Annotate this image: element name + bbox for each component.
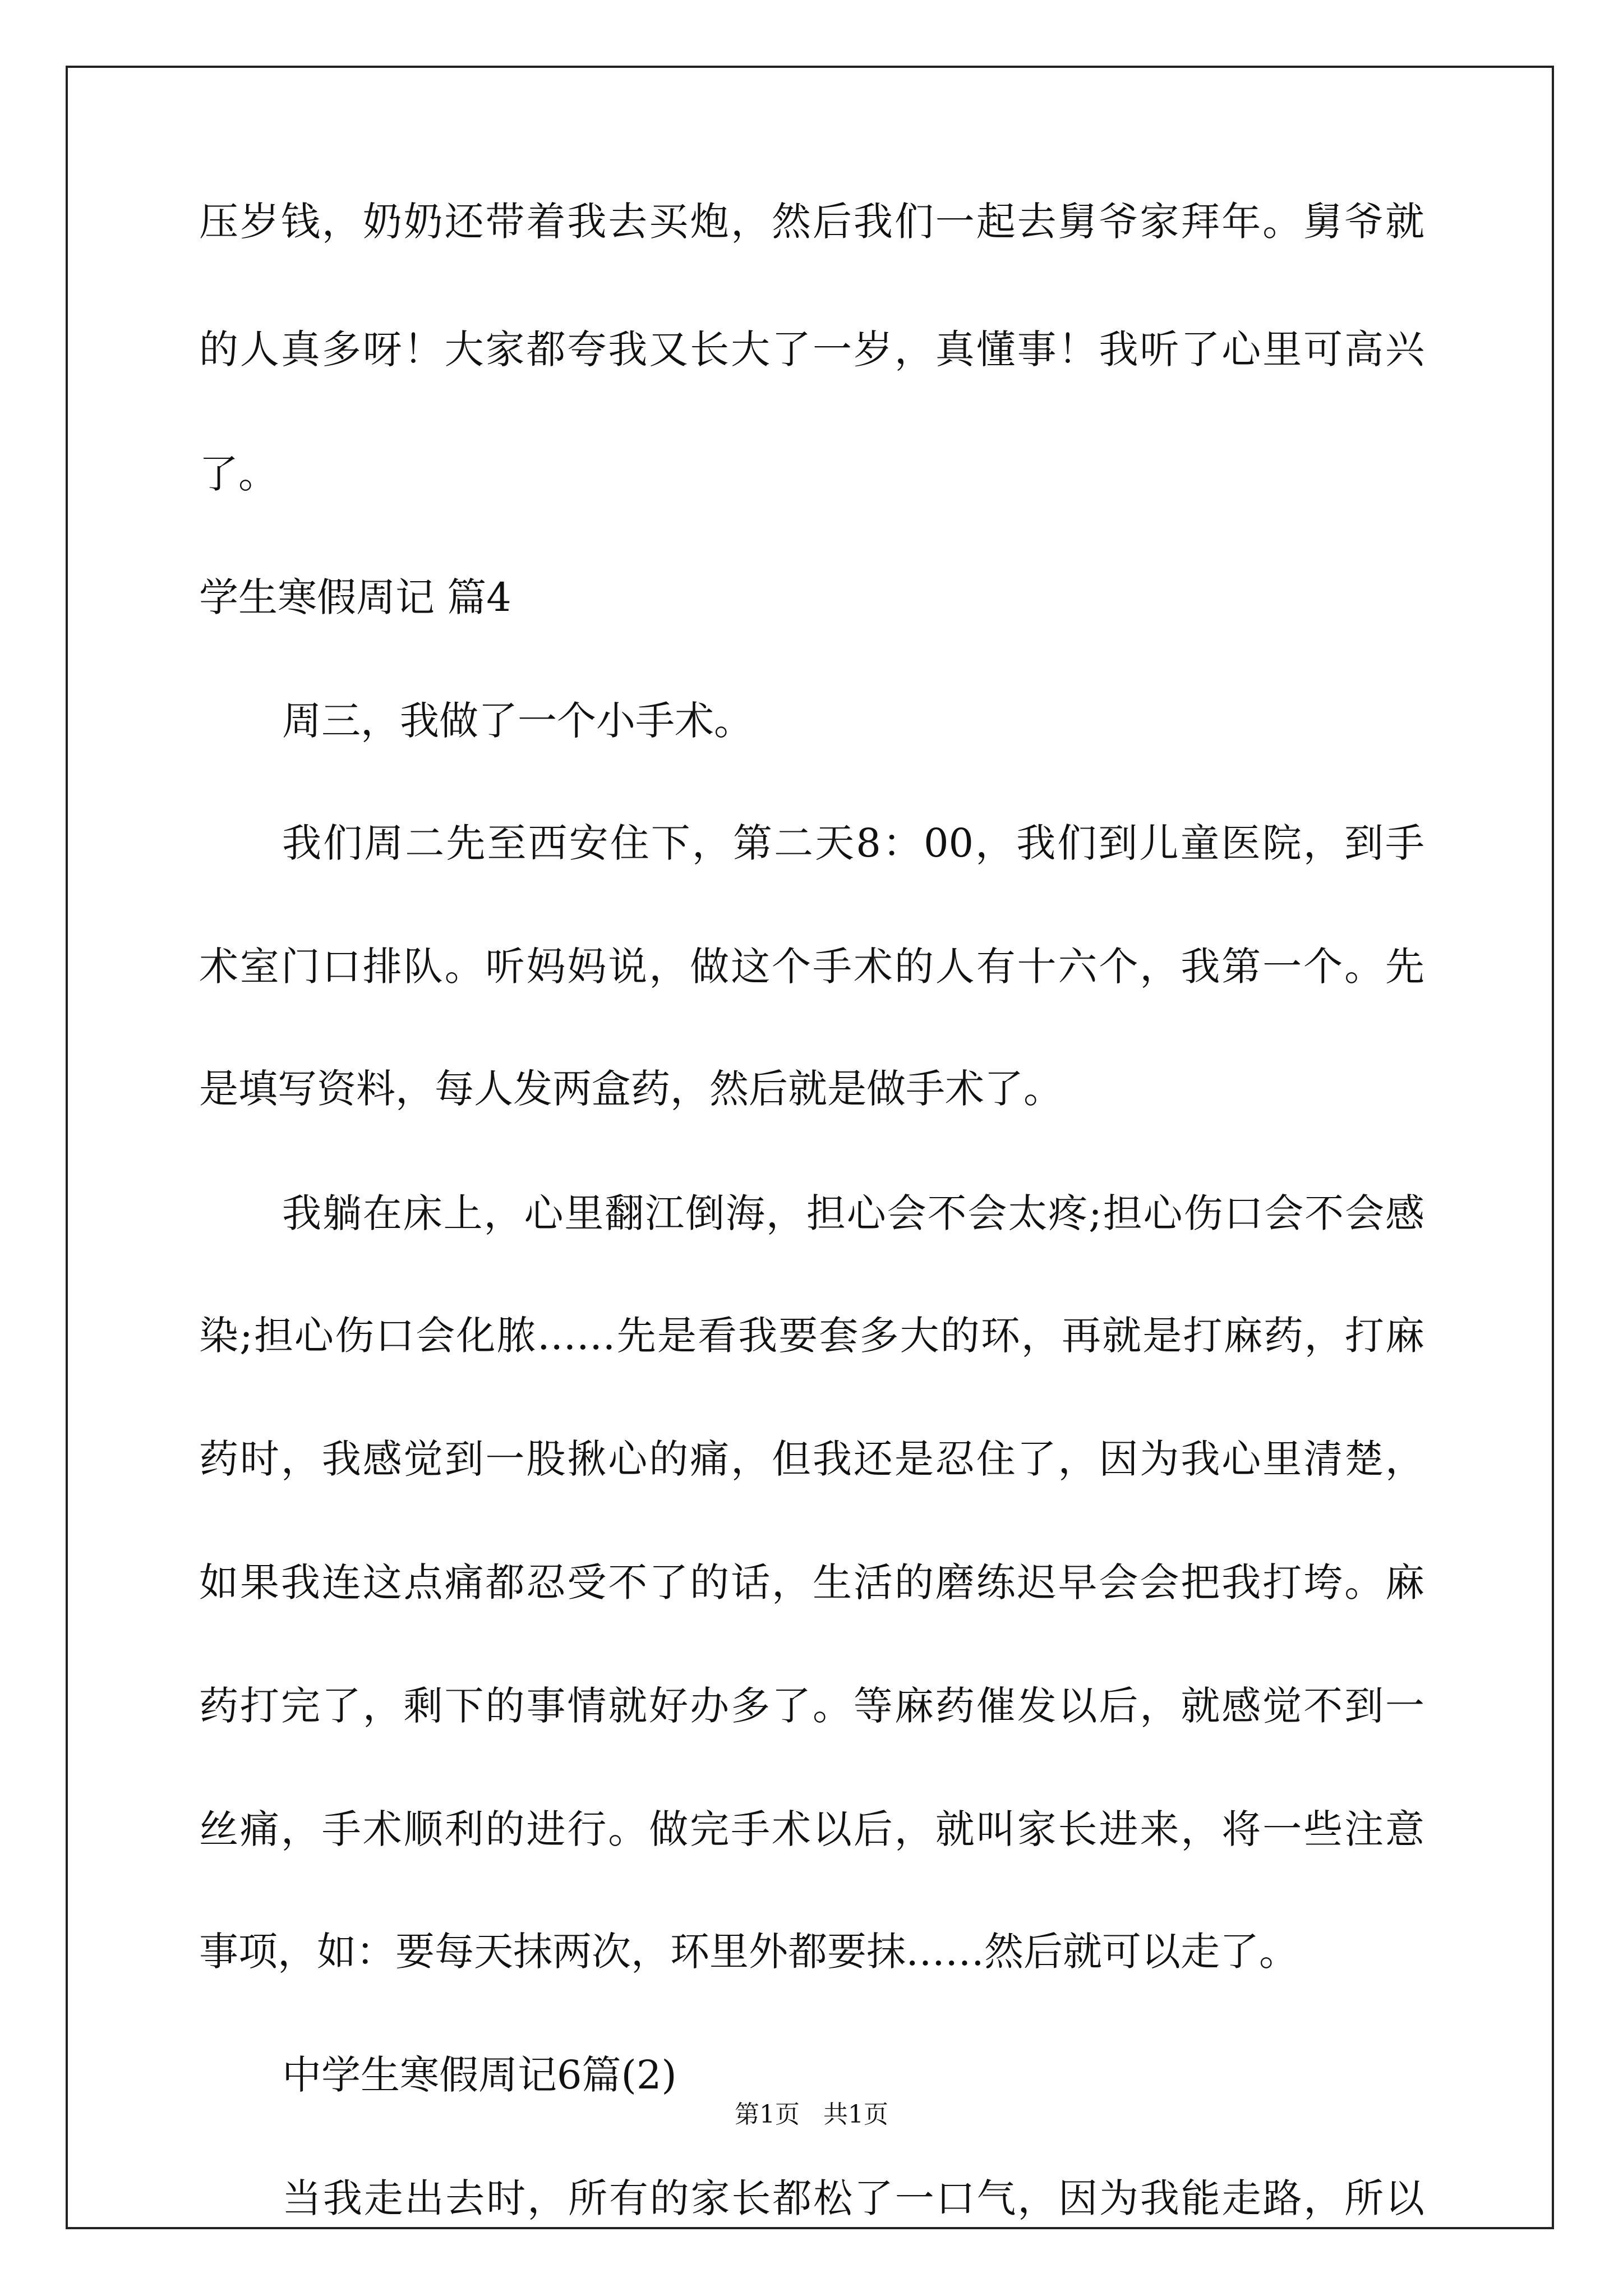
- text-line-7: 术室门口排队。听妈妈说，做这个手术的人有十六个，我第一个。先: [199, 944, 1424, 990]
- text-line-13: 药打完了，剩下的事情就好办多了。等麻药催发以后，就感觉不到一: [199, 1683, 1424, 1729]
- text-line-12: 如果我连这点痛都忍受不了的话，生活的磨练迟早会会把我打垮。麻: [199, 1559, 1424, 1605]
- text-line-2: 的人真多呀！大家都夸我又长大了一岁，真懂事！我听了心里可高兴: [199, 326, 1424, 372]
- sub-heading: 中学生寒假周记6篇(2): [282, 2052, 677, 2098]
- text-line-17: 当我走出去时，所有的家长都松了一口气，因为我能走路，所以: [282, 2175, 1424, 2221]
- text-line-14: 丝痛，手术顺利的进行。做完手术以后，就叫家长进来，将一些注意: [199, 1806, 1424, 1852]
- text-line-15: 事项，如：要每天抹两次，环里外都要抹……然后就可以走了。: [199, 1929, 1298, 1975]
- page-border: [66, 66, 1554, 2229]
- text-line-6: 我们周二先至西安住下，第二天8：00，我们到儿童医院，到手: [282, 820, 1424, 866]
- text-line-1: 压岁钱，奶奶还带着我去买炮，然后我们一起去舅爷家拜年。舅爷就: [199, 199, 1424, 245]
- text-line-3: 了。: [199, 451, 278, 497]
- page-footer: 第1页 共1页: [735, 2100, 888, 2129]
- section-heading: 学生寒假周记 篇4: [199, 574, 511, 620]
- text-line-11: 药时，我感觉到一股揪心的痛，但我还是忍住了，因为我心里清楚，: [199, 1436, 1424, 1482]
- text-line-5: 周三，我做了一个小手术。: [282, 698, 753, 744]
- text-line-8: 是填写资料，每人发两盒药，然后就是做手术了。: [199, 1066, 1063, 1112]
- text-line-10: 染;担心伤口会化脓……先是看我要套多大的环，再就是打麻药，打麻: [199, 1313, 1424, 1359]
- text-line-9: 我躺在床上，心里翻江倒海，担心会不会太疼;担心伤口会不会感: [282, 1190, 1424, 1236]
